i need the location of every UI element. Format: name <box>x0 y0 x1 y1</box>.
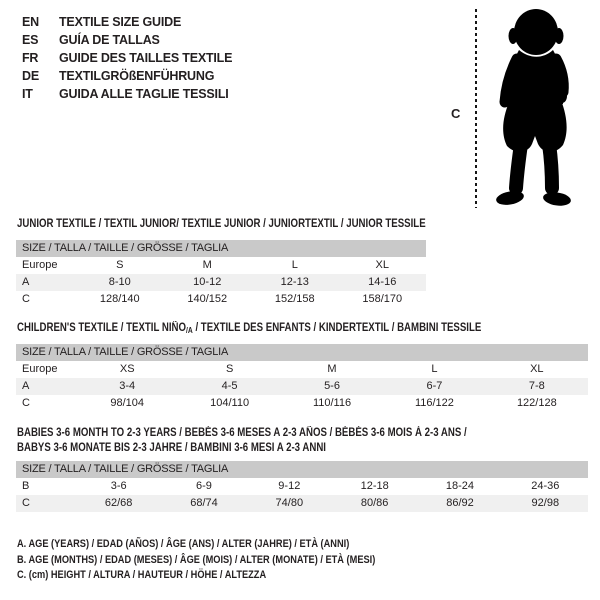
height-measure-figure <box>450 6 595 212</box>
childrens-textile-heading <box>17 321 481 339</box>
size-cell: XS <box>119 363 135 375</box>
height-cell: 110/116 <box>312 397 352 409</box>
size-cell: M <box>327 363 337 375</box>
junior-size-table <box>16 240 426 308</box>
size-header-bar: SIZE / TALLA / TAILLE / GRÖSSE / TAGLIA <box>16 344 588 361</box>
table-row-months <box>16 478 588 495</box>
language-title-list <box>22 13 232 103</box>
size-cell: L <box>431 363 438 375</box>
age-cell: 3-4 <box>119 380 136 392</box>
language-code: EN <box>22 15 39 29</box>
babies-size-table <box>16 461 588 512</box>
height-cell: 116/122 <box>414 397 454 409</box>
footnote-legend <box>17 537 375 584</box>
size-cell: S <box>225 363 234 375</box>
height-cell: 74/80 <box>275 497 304 509</box>
table-row-age <box>16 378 588 395</box>
size-cell: S <box>116 259 124 271</box>
height-cell: 152/158 <box>274 293 315 305</box>
heading-text: / TEXTILE DES ENFANTS / KINDERTEXTIL / BAMBINI TESSILE <box>192 322 482 334</box>
height-cell: 62/68 <box>104 497 133 509</box>
age-cell: 5-6 <box>324 380 340 392</box>
row-label: Europe <box>22 259 58 271</box>
size-cell: XL <box>375 259 389 271</box>
months-cell: 9-12 <box>278 480 301 492</box>
age-cell: 14-16 <box>368 276 397 288</box>
height-cell: 98/104 <box>110 397 145 409</box>
months-cell: 12-18 <box>360 480 389 492</box>
footnote-c: C. (cm) HEIGHT / ALTURA / HAUTEUR / HÖHE / ALTEZZA <box>17 569 267 581</box>
guide-title-fr: GUIDE DES TAILLES TEXTILE <box>59 51 233 65</box>
height-cell: 140/152 <box>187 293 228 305</box>
size-header-bar: SIZE / TALLA / TAILLE / GRÖSSE / TAGLIA <box>16 461 588 478</box>
height-cell: 128/140 <box>99 293 140 305</box>
height-cell: 80/86 <box>360 497 389 509</box>
language-row-en <box>22 13 232 31</box>
language-code: IT <box>22 87 33 101</box>
months-cell: 24-36 <box>531 480 560 492</box>
table-row-age <box>16 274 426 291</box>
height-cell: 158/170 <box>362 293 403 305</box>
size-cell: XL <box>530 363 544 375</box>
table-row-height <box>16 291 426 308</box>
size-cell: L <box>291 259 298 271</box>
heading-line-2: BABYS 3-6 MONATE BIS 2-3 JAHRE / BAMBINI 3-6 MESI A 2-3 ANNI <box>17 441 326 454</box>
table-row-europe <box>16 361 588 378</box>
language-code: ES <box>22 33 39 47</box>
size-cell: M <box>202 259 212 271</box>
age-cell: 12-13 <box>280 276 309 288</box>
row-label: C <box>22 497 30 509</box>
language-code: DE <box>22 69 39 83</box>
row-label: B <box>22 480 30 492</box>
row-label: A <box>22 380 30 392</box>
age-cell: 10-12 <box>193 276 222 288</box>
age-cell: 7-8 <box>528 380 545 392</box>
guide-title-de: TEXTILGRÖßENFÜHRUNG <box>59 69 215 83</box>
guide-title-es: GUÍA DE TALLAS <box>59 33 160 47</box>
language-row-de <box>22 67 232 85</box>
table-row-height <box>16 395 588 412</box>
table-row-europe <box>16 257 426 274</box>
heading-subscript: /A <box>186 326 193 335</box>
height-cell: 86/92 <box>446 497 474 509</box>
dashed-measure-line <box>475 9 477 208</box>
months-cell: 6-9 <box>196 480 212 492</box>
months-cell: 3-6 <box>110 480 127 492</box>
height-cell: 122/128 <box>516 397 557 409</box>
height-cell: 104/110 <box>210 397 250 409</box>
months-cell: 18-24 <box>445 480 475 492</box>
measure-label-c: C <box>451 106 461 121</box>
language-row-fr <box>22 49 232 67</box>
row-label: Europe <box>22 363 58 375</box>
language-row-it <box>22 85 232 103</box>
language-row-es <box>22 31 232 49</box>
babies-textile-heading <box>17 426 467 455</box>
row-label: C <box>22 293 30 305</box>
footnote-a: A. AGE (YEARS) / EDAD (AÑOS) / ÂGE (ANS) / ALTER (JAHRE) / ETÀ (ANNI) <box>17 538 350 550</box>
row-label: C <box>22 397 30 409</box>
junior-textile-heading: JUNIOR TEXTILE / TEXTIL JUNIOR/ TEXTILE JUNIOR / JUNIORTEXTIL / JUNIOR TESSILE <box>17 218 426 230</box>
age-cell: 6-7 <box>426 380 443 392</box>
heading-text: CHILDREN'S TEXTILE / TEXTIL NIÑO <box>17 322 187 334</box>
row-label: A <box>22 276 30 288</box>
age-cell: 8-10 <box>108 276 131 288</box>
guide-title-en: TEXTILE SIZE GUIDE <box>59 15 182 29</box>
guide-title-it: GUIDA ALLE TAGLIE TESSILI <box>59 87 229 101</box>
size-header-bar: SIZE / TALLA / TAILLE / GRÖSSE / TAGLIA <box>16 240 426 257</box>
childrens-size-table <box>16 344 588 412</box>
footnote-b: B. AGE (MONTHS) / EDAD (MESES) / ÂGE (MOIS) / ALTER (MONATE) / ETÀ (MESI) <box>17 553 376 566</box>
toddler-silhouette-icon <box>483 6 583 211</box>
age-cell: 4-5 <box>221 380 238 392</box>
table-row-height <box>16 495 588 512</box>
heading-line-1: BABIES 3-6 MONTH TO 2-3 YEARS / BEBÉS 3-6 MESES A 2-3 AÑOS / BÉBÉS 3-6 MOIS À 2-3 ANS / <box>17 427 467 439</box>
height-cell: 68/74 <box>190 497 218 509</box>
language-code: FR <box>22 51 39 65</box>
height-cell: 92/98 <box>531 497 560 509</box>
